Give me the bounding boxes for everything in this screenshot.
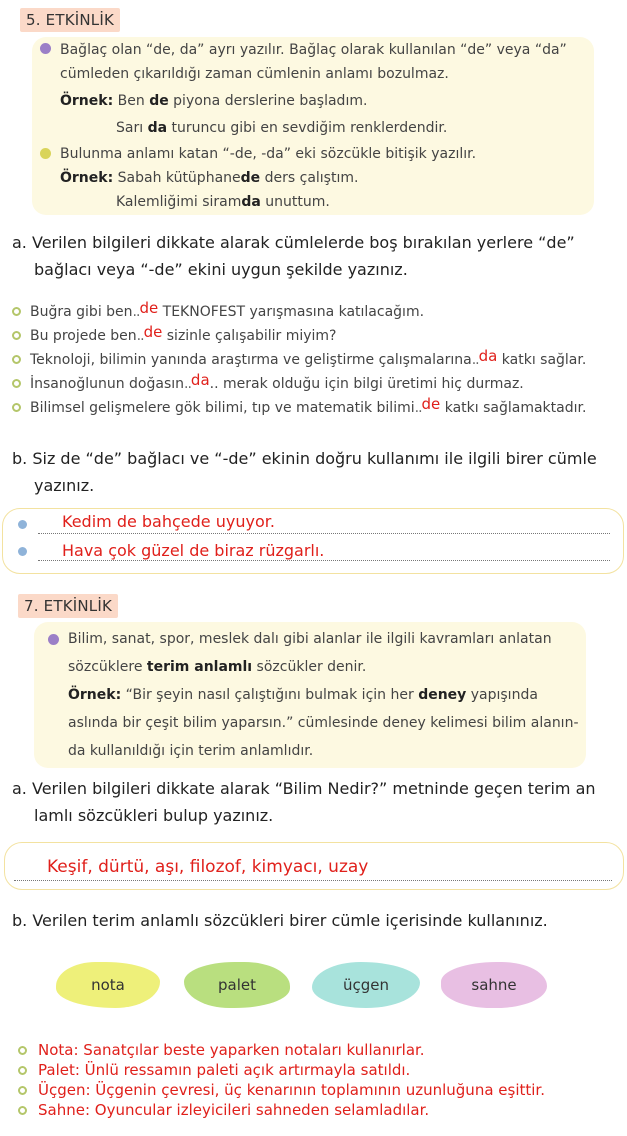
term-sentence: Üçgen: Üçgenin çevresi, üç kenarının toplamının uzunluğuna eşittir. (38, 1081, 545, 1099)
ring-bullet-icon (18, 1086, 27, 1095)
ring-bullet-icon (12, 307, 21, 316)
term-sentence: Palet: Ünlü ressamın paleti açık artırmayla satıldı. (38, 1061, 411, 1079)
filled-answer[interactable]: da (190, 371, 210, 389)
section5-question-a: a. Verilen bilgileri dikkate alarak cümlelerde boş bırakılan yerlere “de” bağlacı veya “-de” ekini uygun şekilde yazınız. (12, 233, 575, 279)
word-blob-nota: nota (56, 962, 160, 1008)
ring-bullet-icon (18, 1046, 27, 1055)
filled-answer[interactable]: de (421, 395, 441, 413)
answer-sentence-2: Hava çok güzel de biraz rüzgarlı. (62, 541, 325, 560)
fill-sentence: Bu projede ben..de sizinle çalışabilir miyim? (30, 323, 337, 344)
filled-answer[interactable]: de (139, 299, 159, 317)
term-example-line2: aslında bir çeşit bilim yaparsın.” cümlesinde deney kelimesi bilim alanın- (68, 715, 579, 731)
ring-bullet-icon (18, 1066, 27, 1075)
answer-line-2[interactable] (38, 560, 610, 561)
word-blob-sahne: sahne (441, 962, 547, 1008)
purple-bullet-icon (48, 634, 59, 645)
example3: Örnek: Sabah kütüphanede ders çalıştım. (60, 170, 359, 186)
ring-bullet-icon (12, 331, 21, 340)
fill-sentence: Teknoloji, bilimin yanında araştırma ve geliştirme çalışmalarına..da katkı sağlar. (30, 347, 587, 368)
ring-bullet-icon (12, 379, 21, 388)
answer-line-1[interactable] (38, 533, 610, 534)
filled-answer[interactable]: de (143, 323, 163, 341)
rule1-line2: cümleden çıkarıldığı zaman cümlenin anlamı bozulmaz. (60, 66, 449, 82)
rule1-line1: Bağlaç olan “de, da” ayrı yazılır. Bağlaç olarak kullanılan “de” veya “da” (60, 42, 567, 58)
answer-line-terms[interactable] (14, 880, 612, 881)
fill-sentence: İnsanoğlunun doğasın..da.. merak olduğu için bilgi üretimi hiç durmaz. (30, 371, 524, 392)
fill-sentence: Buğra gibi ben..de TEKNOFEST yarışmasına katılacağım. (30, 299, 425, 320)
term-def-line1: Bilim, sanat, spor, meslek dalı gibi alanlar ile ilgili kavramları anlatan (68, 631, 552, 647)
fill-sentence: Bilimsel gelişmelere gök bilimi, tıp ve matematik bilimi..de katkı sağlamaktadır. (30, 395, 587, 416)
section7-question-b: b. Verilen terim anlamlı sözcükleri birer cümle içerisinde kullanınız. (12, 911, 548, 930)
answer-sentence-1: Kedim de bahçede uyuyor. (62, 512, 275, 531)
example2: Sarı da turuncu gibi en sevdiğim renklerdendir. (116, 120, 448, 136)
term-sentence: Sahne: Oyuncular izleyicileri sahneden selamladılar. (38, 1101, 430, 1119)
section7-tag: 7. ETKİNLİK (18, 594, 118, 618)
rule2: Bulunma anlamı katan “-de, -da” eki sözcükle bitişik yazılır. (60, 146, 477, 162)
example-label: Örnek: (60, 93, 114, 109)
term-sentence: Nota: Sanatçılar beste yaparken notaları kullanırlar. (38, 1041, 425, 1059)
filled-answer[interactable]: da (478, 347, 498, 365)
term-example-line1: Örnek: “Bir şeyin nasıl çalıştığını bulmak için her deney yapışında (68, 687, 538, 703)
section7-question-a: a. Verilen bilgileri dikkate alarak “Bilim Nedir?” metninde geçen terim an lamlı sözcükleri bulup yazınız. (12, 779, 596, 825)
example4: Kalemliğimi siramda unuttum. (116, 194, 330, 210)
ring-bullet-icon (12, 403, 21, 412)
example1: Örnek: Ben de piyona derslerine başladım. (60, 93, 368, 109)
blue-bullet-icon (18, 547, 27, 556)
blue-bullet-icon (18, 520, 27, 529)
purple-bullet-icon (40, 43, 51, 54)
term-example-line3: da kullanıldığı için terim anlamlıdır. (68, 743, 314, 759)
section5-tag: 5. ETKİNLİK (20, 8, 120, 32)
ring-bullet-icon (12, 355, 21, 364)
term-def-line2: sözcüklere terim anlamlı sözcükler denir. (68, 659, 367, 675)
yellow-bullet-icon (40, 148, 51, 159)
terms-answer: Keşif, dürtü, aşı, filozof, kimyacı, uzay (47, 857, 369, 877)
word-blob-ucgen: üçgen (312, 962, 420, 1008)
ring-bullet-icon (18, 1106, 27, 1115)
section5-question-b: b. Siz de “de” bağlacı ve “-de” ekinin doğru kullanımı ile ilgili birer cümle yazınız. (12, 449, 597, 495)
word-blob-palet: palet (184, 962, 290, 1008)
